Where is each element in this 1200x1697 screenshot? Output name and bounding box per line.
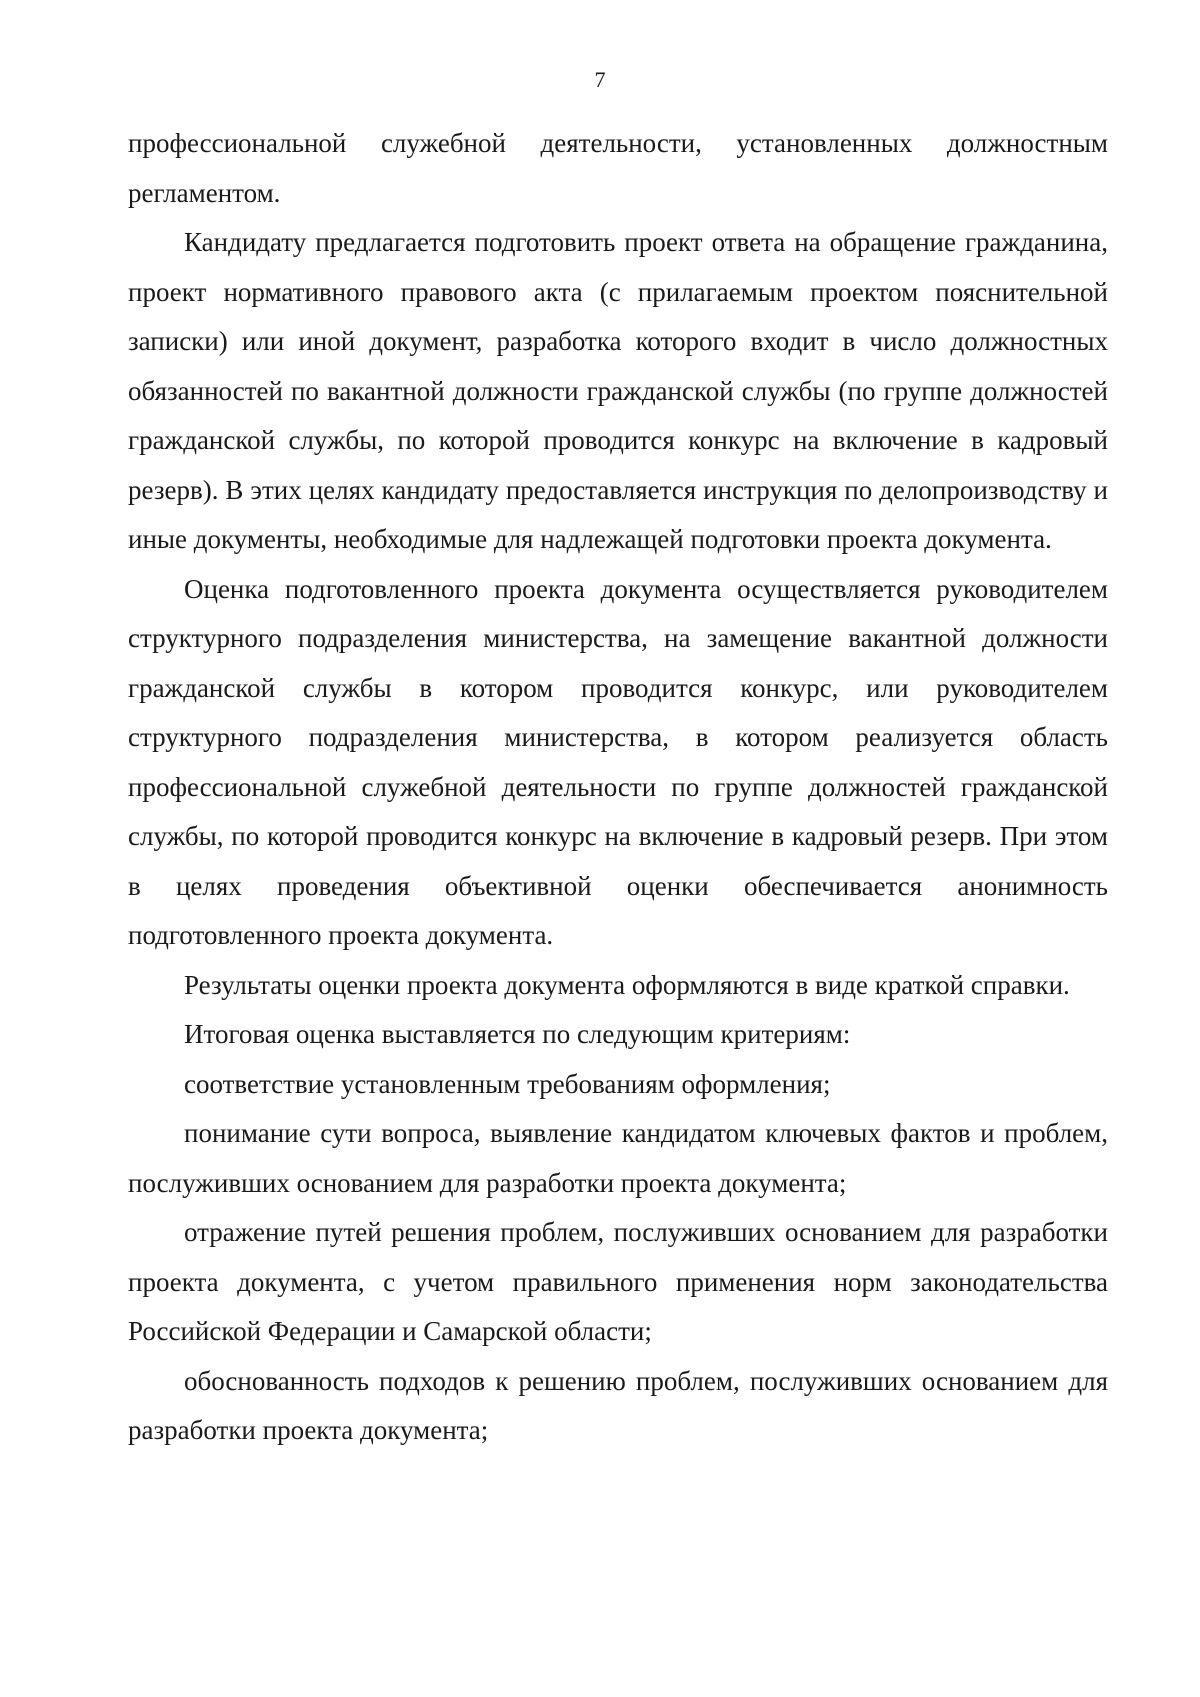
list-item: соответствие установленным требованиям оформления; (184, 1068, 831, 1099)
document-body (128, 119, 1108, 1456)
paragraph: профессиональной служебной деятельности, установленных должностным регламентом. (128, 128, 1108, 208)
paragraph: Оценка подготовленного проекта документа осуществляется руководителем структурного подразделения министерства, на замещение вакантной должности гражданской службы в котором проводится конкурс, или руководителем структурного подразделения министерства, в котором реализуется область профессиональной служебной деятельности по группе должностей гражданской службы, по которой проводится конкурс на включение в кадровый резерв. При этом в целях проведения объективной оценки обеспечивается анонимность подготовленного проекта документа. (128, 573, 1108, 950)
list-item: обоснованность подходов к решению проблем, послуживших основанием для разработки проекта документа; (128, 1365, 1108, 1445)
paragraph: Итоговая оценка выставляется по следующим критериям: (184, 1019, 851, 1049)
page-number: 7 (594, 67, 606, 92)
list-item: отражение путей решения проблем, послуживших основанием для разработки проекта документа, с учетом правильного применения норм законодательства Российской Федерации и Самарской области; (128, 1217, 1108, 1346)
paragraph: Кандидату предлагается подготовить проект ответа на обращение гражданина, проект нормативного правового акта (с прилагаемым проектом пояснительной записки) или иной документ, разработка которого входит в число должностных обязанностей по вакантной должности гражданской службы (по группе должностей гражданской службы, по которой проводится конкурс на включение в кадровый резерв). В этих целях кандидату предоставляется инструкция по делопроизводству и иные документы, необходимые для надлежащей подготовки проекта документа. (128, 227, 1108, 554)
paragraph: Результаты оценки проекта документа оформляются в виде краткой справки. (184, 969, 1070, 1000)
list-item: понимание сути вопроса, выявление кандидатом ключевых фактов и проблем, послуживших основанием для разработки проекта документа; (128, 1118, 1108, 1198)
